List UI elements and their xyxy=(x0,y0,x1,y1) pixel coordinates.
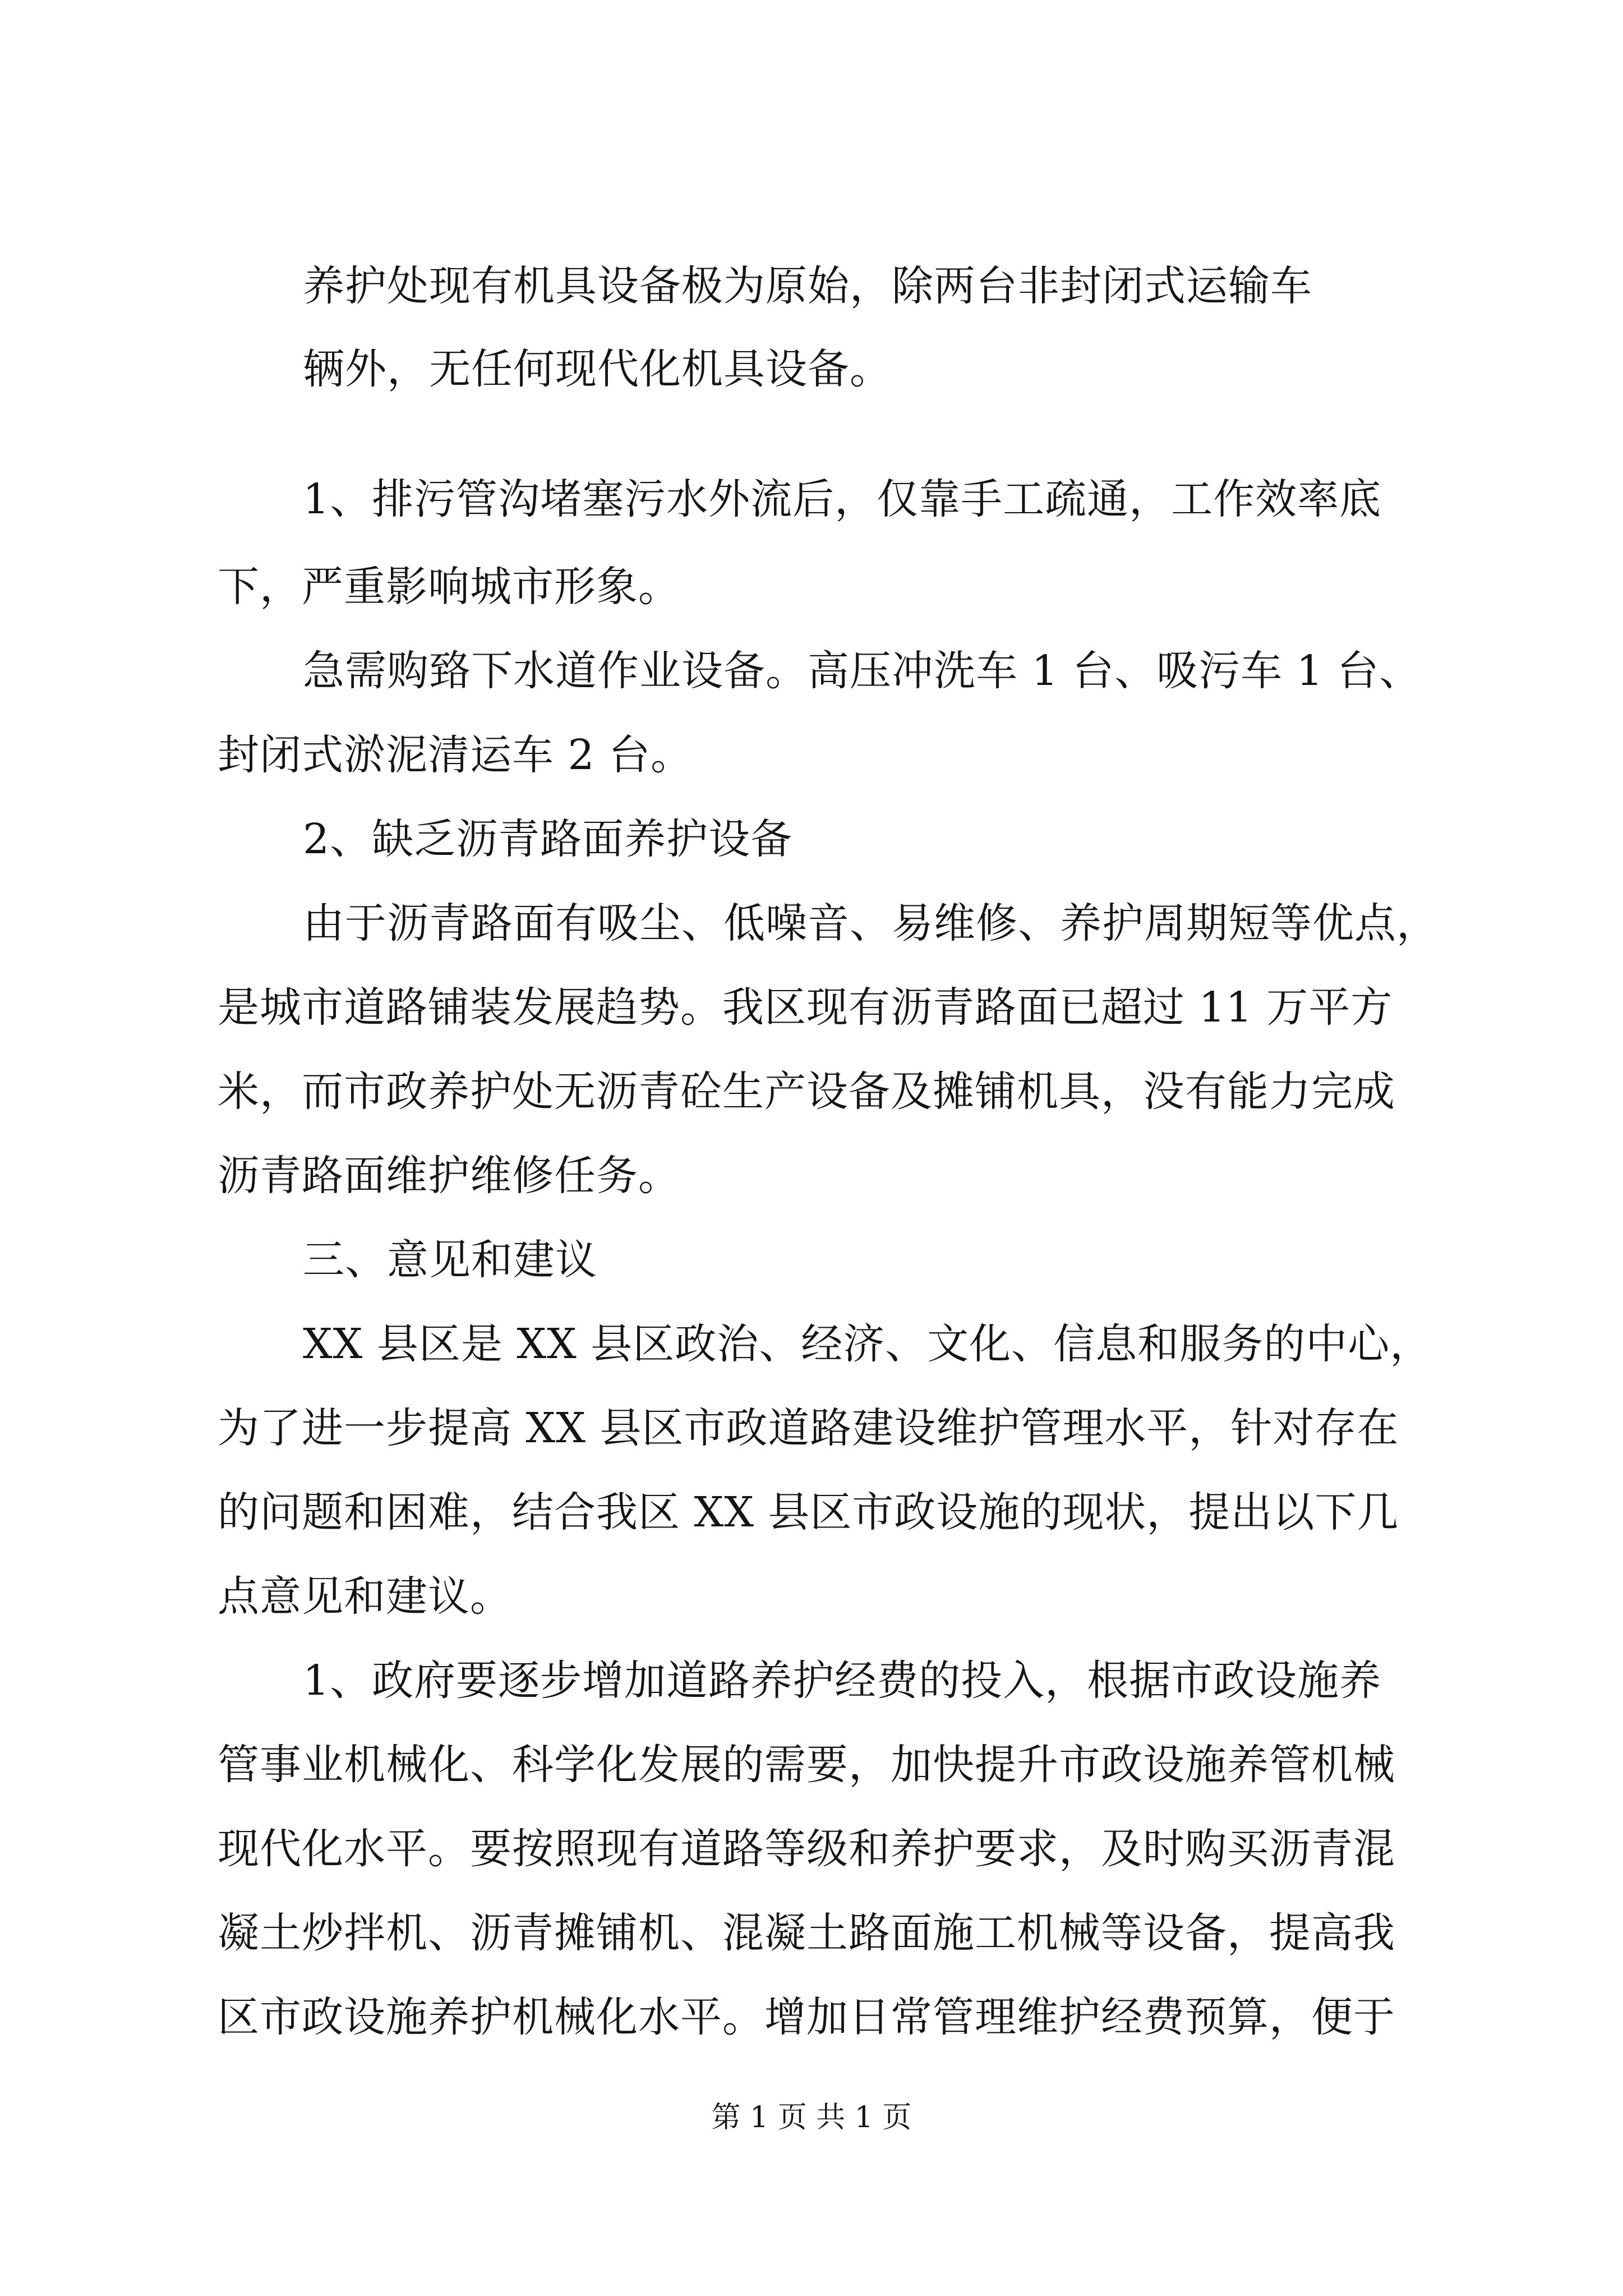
body-line: 沥青路面维护维修任务。 xyxy=(218,1152,680,1200)
body-line: 现代化水平。要按照现有道路等级和养护要求，及时购买沥青混 xyxy=(218,1825,1395,1873)
body-line: 辆外，无任何现代化机具设备。 xyxy=(303,345,892,393)
body-line: 的问题和困难，结合我区 XX 县区市政设施的现状，提出以下几 xyxy=(218,1488,1399,1536)
body-line: 1、政府要逐步增加道路养护经费的投入，根据市政设施养 xyxy=(303,1657,1382,1705)
body-line: 1、排污管沟堵塞污水外流后，仅靠手工疏通，工作效率底 xyxy=(303,475,1382,523)
body-line: 米，而市政养护处无沥青砼生产设备及摊铺机具，没有能力完成 xyxy=(218,1068,1395,1116)
body-line: 2、缺乏沥青路面养护设备 xyxy=(303,815,793,863)
body-line: 养护处现有机具设备极为原始，除两台非封闭式运输车 xyxy=(303,262,1312,310)
body-line: 凝土炒拌机、沥青摊铺机、混凝土路面施工机械等设备，提高我 xyxy=(218,1909,1395,1957)
body-line: 由于沥青路面有吸尘、低噪音、易维修、养护周期短等优点， xyxy=(303,899,1438,947)
body-line: 是城市道路铺装发展趋势。我区现有沥青路面已超过 11 万平方 xyxy=(218,983,1393,1032)
page-number-footer: 第 1 页 共 1 页 xyxy=(711,2101,912,2134)
body-line: 下，严重影响城市形象。 xyxy=(218,563,680,611)
body-line: 为了进一步提高 XX 县区市政道路建设维护管理水平，针对存在 xyxy=(218,1404,1399,1452)
section-heading: 三、意见和建议 xyxy=(303,1236,597,1284)
body-line: XX 县区是 XX 县区政治、经济、文化、信息和服务的中心， xyxy=(303,1320,1432,1368)
body-line: 管事业机械化、科学化发展的需要，加快提升市政设施养管机械 xyxy=(218,1741,1395,1789)
body-line: 急需购臵下水道作业设备。高压冲洗车 1 台、吸污车 1 台、 xyxy=(303,647,1422,695)
body-line: 点意见和建议。 xyxy=(218,1572,512,1621)
body-line: 封闭式淤泥清运车 2 台。 xyxy=(218,731,693,779)
body-line: 区市政设施养护机械化水平。增加日常管理维护经费预算，便于 xyxy=(218,1993,1395,2041)
